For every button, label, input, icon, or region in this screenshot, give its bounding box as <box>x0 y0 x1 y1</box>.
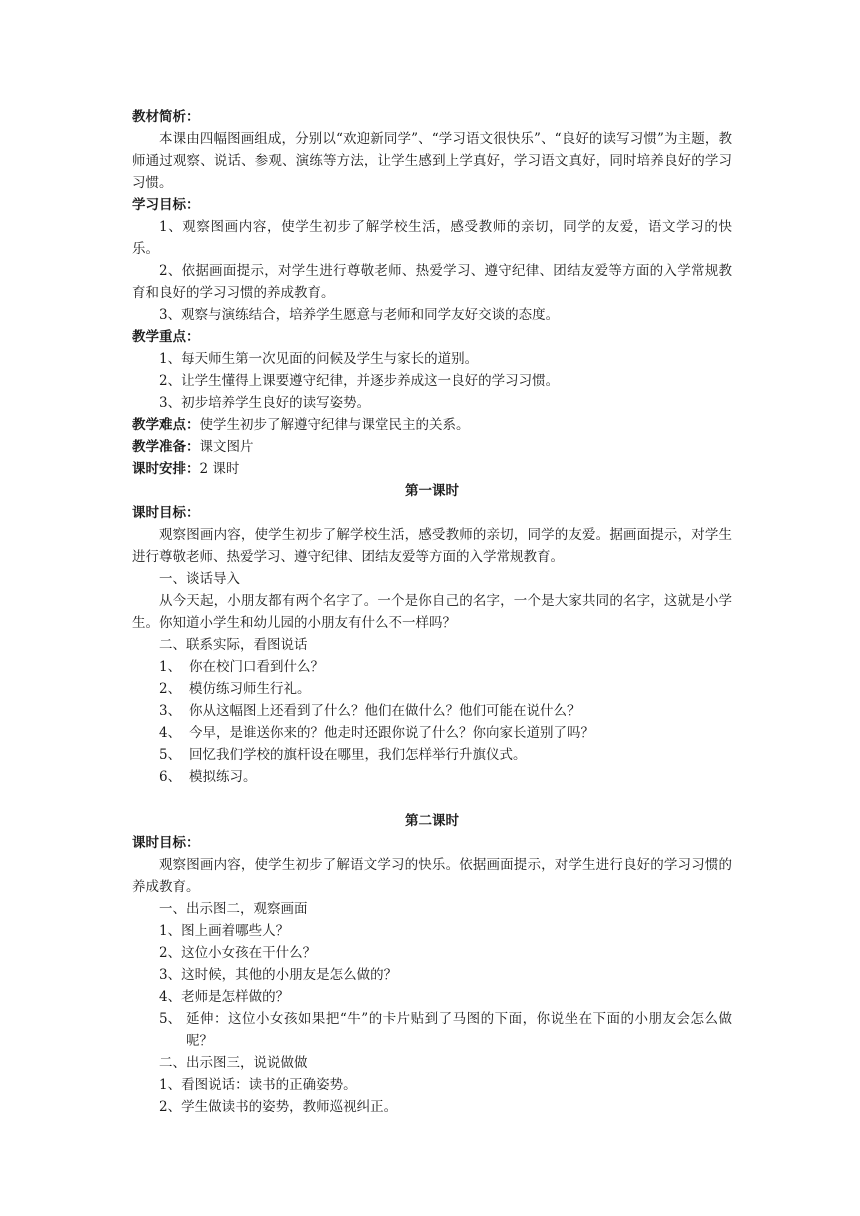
list-item <box>132 744 732 766</box>
list-item <box>132 656 732 678</box>
list-item: 1、看图说话：读书的正确姿势。 <box>159 1077 357 1093</box>
list-number: 5、 <box>159 1011 182 1027</box>
lesson2-step1-title: 一、出示图二，观察画面 <box>159 901 308 917</box>
lesson2-title: 第二课时 <box>405 813 459 829</box>
list-number: 3、 <box>159 703 182 719</box>
difficulty-row <box>132 414 732 436</box>
goals-heading: 学习目标： <box>132 197 200 213</box>
intro-body: 本课由四幅图画组成，分别以“欢迎新同学”、“学习语文很快乐”、“良好的读写习惯”为主题，教师通过观察、说话、参观、演练等方法，让学生感到上学真好，学习语文真好，同时培养良好的学习习惯。 <box>132 131 732 191</box>
list-item <box>132 722 732 744</box>
list-number: 4、 <box>159 725 182 741</box>
list-text: 模拟练习。 <box>189 769 257 785</box>
list-item <box>132 700 732 722</box>
lesson2-step2-title: 二、出示图三，说说做做 <box>159 1055 308 1071</box>
list-text: 延伸：这位小女孩如果把“牛”的卡片贴到了马图的下面，你说坐在下面的小朋友会怎么做呢？ <box>186 1011 732 1049</box>
list-item: 3、这时候，其他的小朋友是怎么做的？ <box>159 967 398 983</box>
spacer <box>132 788 732 810</box>
focus-item: 3、初步培养学生良好的读写姿势。 <box>159 395 371 411</box>
list-number: 1、 <box>159 659 182 675</box>
focus-item: 1、每天师生第一次见面的问候及学生与家长的道别。 <box>159 351 479 367</box>
difficulty-label: 教学难点： <box>132 417 200 433</box>
list-item: 4、老师是怎样做的？ <box>159 989 290 1005</box>
lesson1-goal-body: 观察图画内容，使学生初步了解学校生活，感受教师的亲切，同学的友爱。据画面提示，对学生进行尊敬老师、热爱学习、遵守纪律、团结友爱等方面的入学常规教育。 <box>132 527 732 565</box>
schedule-value: 2 课时 <box>199 461 240 477</box>
lesson1-step1-body: 从今天起，小朋友都有两个名字了。一个是你自己的名字，一个是大家共同的名字，这就是小学生。你知道小学生和幼儿园的小朋友有什么不一样吗？ <box>132 593 732 631</box>
goal-item: 2、依据画面提示，对学生进行尊敬老师、热爱学习、遵守纪律、团结友爱等方面的入学常规教育和良好的学习习惯的养成教育。 <box>132 263 732 301</box>
lesson2-goal-body: 观察图画内容，使学生初步了解语文学习的快乐。依据画面提示，对学生进行良好的学习习惯的养成教育。 <box>132 857 732 895</box>
list-item: 1、图上画着哪些人？ <box>159 923 290 939</box>
goal-item: 3、观察与演练结合，培养学生愿意与老师和同学友好交谈的态度。 <box>159 307 560 323</box>
lesson1-title: 第一课时 <box>405 483 459 499</box>
list-number: 6、 <box>159 769 182 785</box>
schedule-label: 课时安排： <box>132 461 200 477</box>
list-item: 2、学生做读书的姿势，教师巡视纠正。 <box>159 1099 398 1115</box>
list-item <box>132 1008 732 1052</box>
list-text: 你从这幅图上还看到了什么？他们在做什么？他们可能在说什么？ <box>189 703 581 719</box>
focus-item: 2、让学生懂得上课要遵守纪律，并逐步养成这一良好的学习习惯。 <box>159 373 560 389</box>
intro-heading: 教材简析： <box>132 109 200 125</box>
document-page <box>132 106 732 1118</box>
list-item <box>132 766 732 788</box>
list-text: 回忆我们学校的旗杆设在哪里，我们怎样举行升旗仪式。 <box>189 747 527 763</box>
list-item <box>132 678 732 700</box>
prep-value: 课文图片 <box>199 439 254 455</box>
lesson1-step2-title: 二、联系实际，看图说话 <box>159 637 308 653</box>
list-text: 今早，是谁送你来的？他走时还跟你说了什么？你向家长道别了吗？ <box>189 725 594 741</box>
prep-label: 教学准备： <box>132 439 200 455</box>
goal-item: 1、观察图画内容，使学生初步了解学校生活，感受教师的亲切，同学的友爱，语文学习的快乐。 <box>132 219 732 257</box>
difficulty-value: 使学生初步了解遵守纪律与课堂民主的关系。 <box>199 417 470 433</box>
list-item: 2、这位小女孩在干什么？ <box>159 945 317 961</box>
lesson2-goal-heading: 课时目标： <box>132 835 200 851</box>
prep-row <box>132 436 732 458</box>
schedule-row <box>132 458 732 480</box>
list-number: 2、 <box>159 681 182 697</box>
lesson1-goal-heading: 课时目标： <box>132 505 200 521</box>
focus-heading: 教学重点： <box>132 329 200 345</box>
list-text: 你在校门口看到什么？ <box>189 659 324 675</box>
lesson1-step1-title: 一、谈话导入 <box>159 571 240 587</box>
list-number: 5、 <box>159 747 182 763</box>
list-text: 模仿练习师生行礼。 <box>189 681 311 697</box>
